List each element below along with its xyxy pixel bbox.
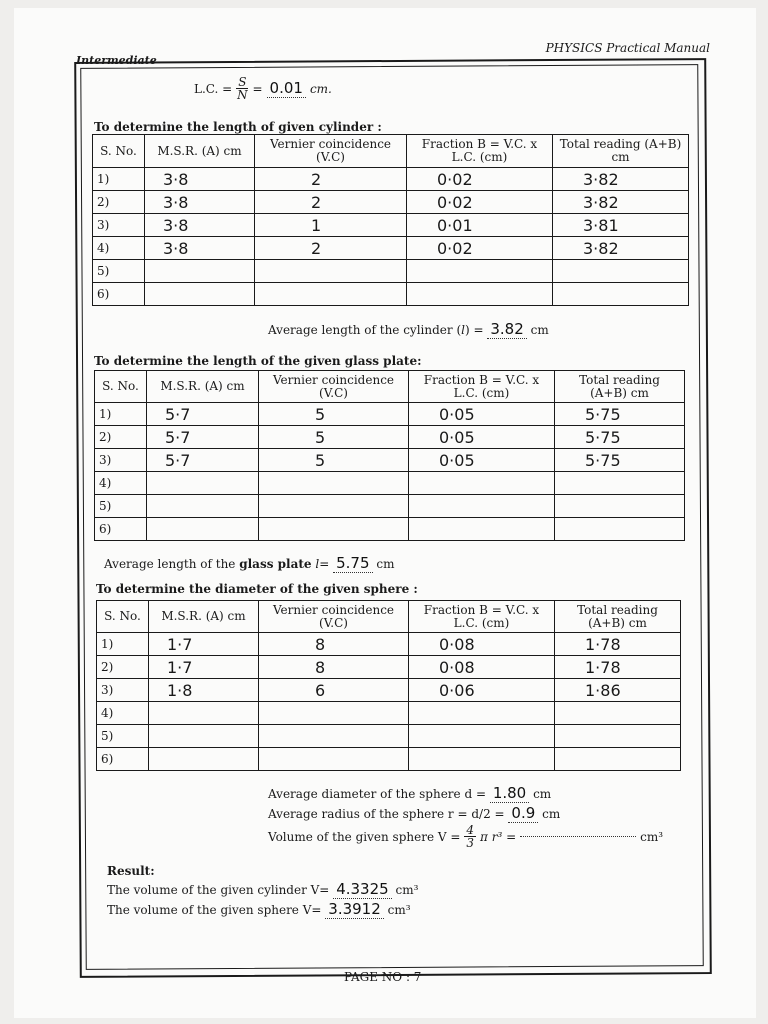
glass-plate-table: [94, 370, 685, 541]
glass-plate-average-unit: cm: [376, 557, 395, 571]
reading-cell: [555, 518, 685, 541]
reading-cell: 5·7: [147, 426, 259, 449]
column-header: Total reading (A+B) cm: [555, 371, 685, 403]
column-header: Total reading (A+B) cm: [553, 135, 689, 168]
result-cylinder: [107, 880, 418, 898]
serial-number-cell: 4): [95, 472, 147, 495]
reading-cell: [555, 725, 681, 748]
reading-cell: 0·02: [407, 191, 553, 214]
reading-cell: [147, 472, 259, 495]
reading-cell: [259, 702, 409, 725]
serial-number-cell: 6): [97, 748, 149, 771]
serial-number-cell: 3): [93, 214, 145, 237]
glass-plate-average-symbol: l=: [315, 557, 330, 571]
reading-cell: 5: [259, 426, 409, 449]
glass-plate-average-label: Average length of the: [104, 557, 236, 571]
column-header: Vernier coincidence (V.C): [259, 371, 409, 403]
least-count-unit: cm.: [309, 81, 332, 96]
cylinder-average-label: Average length of the cylinder (: [268, 323, 462, 337]
result-sphere: [107, 900, 411, 918]
reading-cell: [147, 518, 259, 541]
result-cylinder-unit: cm³: [395, 883, 419, 897]
header-title: PHYSICS Practical Manual: [545, 41, 710, 55]
reading-cell: 3·8: [145, 237, 255, 260]
cylinder-section-title: To determine the length of given cylinder :: [94, 120, 382, 134]
reading-cell: [409, 748, 555, 771]
serial-number-cell: 1): [95, 403, 147, 426]
reading-cell: 2: [255, 191, 407, 214]
reading-cell: 5·7: [147, 403, 259, 426]
least-count-numerator: S: [238, 75, 247, 89]
reading-cell: 0·06: [409, 679, 555, 702]
table-row: [95, 472, 685, 495]
reading-cell: [149, 725, 259, 748]
column-header: M.S.R. (A) cm: [147, 371, 259, 403]
table-row: [93, 237, 689, 260]
result-sphere-label: The volume of the given sphere V=: [107, 903, 322, 917]
reading-cell: [555, 748, 681, 771]
sphere-volume-fraction: [464, 824, 476, 849]
reading-cell: 5·75: [555, 403, 685, 426]
reading-cell: 0·08: [409, 656, 555, 679]
reading-cell: [145, 260, 255, 283]
table-row: [97, 679, 681, 702]
glass-plate-average-value: 5.75: [333, 554, 372, 573]
least-count-equals: =: [252, 81, 263, 96]
serial-number-cell: 6): [93, 283, 145, 306]
table-row: [95, 495, 685, 518]
column-header: Vernier coincidence (V.C): [255, 135, 407, 168]
column-header: S. No.: [95, 371, 147, 403]
least-count-fraction: [236, 76, 248, 101]
reading-cell: 0·05: [409, 449, 555, 472]
reading-cell: 0·02: [407, 168, 553, 191]
serial-number-cell: 2): [97, 656, 149, 679]
reading-cell: 6: [259, 679, 409, 702]
table-row: [93, 168, 689, 191]
table-row: [97, 656, 681, 679]
reading-cell: [409, 725, 555, 748]
cylinder-average-unit: cm: [530, 323, 549, 337]
serial-number-cell: 1): [97, 633, 149, 656]
reading-cell: 1·7: [149, 633, 259, 656]
serial-number-cell: 5): [95, 495, 147, 518]
reading-cell: [409, 495, 555, 518]
reading-cell: 5·75: [555, 426, 685, 449]
least-count-label: L.C. =: [194, 81, 233, 96]
sphere-diameter-value: 1.80: [490, 784, 529, 803]
column-header: M.S.R. (A) cm: [145, 135, 255, 168]
glass-plate-section-title: To determine the length of the given glass plate:: [94, 354, 422, 368]
sphere-section-title: To determine the diameter of the given sphere :: [96, 582, 418, 596]
reading-cell: [149, 748, 259, 771]
sphere-volume-label: Volume of the given sphere V =: [268, 829, 461, 844]
reading-cell: [145, 283, 255, 306]
column-header: Vernier coincidence (V.C): [259, 601, 409, 633]
sphere-volume-numerator: 4: [466, 823, 475, 837]
header-level: Intermediate: [76, 54, 157, 67]
reading-cell: 3·82: [553, 237, 689, 260]
reading-cell: [255, 260, 407, 283]
reading-cell: 2: [255, 237, 407, 260]
sphere-volume-expression: π r³ =: [480, 829, 517, 844]
cylinder-average: [268, 320, 549, 338]
cylinder-average-suffix: ) =: [464, 323, 484, 337]
sphere-average-radius: [268, 804, 560, 822]
reading-cell: 0·08: [409, 633, 555, 656]
glass-plate-average-bold: glass plate: [239, 557, 312, 571]
reading-cell: [553, 260, 689, 283]
sphere-volume-value: [520, 836, 636, 837]
sphere-radius-unit: cm: [542, 807, 561, 821]
reading-cell: [409, 702, 555, 725]
reading-cell: 8: [259, 656, 409, 679]
serial-number-cell: 3): [97, 679, 149, 702]
reading-cell: 3·8: [145, 168, 255, 191]
serial-number-cell: 2): [93, 191, 145, 214]
reading-cell: [407, 260, 553, 283]
serial-number-cell: 4): [93, 237, 145, 260]
cylinder-average-value: 3.82: [487, 320, 526, 339]
sphere-volume-denominator: 3: [466, 836, 475, 850]
reading-cell: 5·75: [555, 449, 685, 472]
reading-cell: 3·81: [553, 214, 689, 237]
reading-cell: 0·05: [409, 403, 555, 426]
reading-cell: 3·82: [553, 168, 689, 191]
reading-cell: [259, 725, 409, 748]
reading-cell: 5·7: [147, 449, 259, 472]
column-header: Fraction B = V.C. x L.C. (cm): [409, 371, 555, 403]
serial-number-cell: 3): [95, 449, 147, 472]
reading-cell: [259, 472, 409, 495]
column-header: Fraction B = V.C. x L.C. (cm): [409, 601, 555, 633]
reading-cell: [259, 518, 409, 541]
reading-cell: [555, 495, 685, 518]
table-row: [93, 283, 689, 306]
reading-cell: 0·02: [407, 237, 553, 260]
reading-cell: [553, 283, 689, 306]
least-count-value: 0.01: [267, 79, 306, 98]
result-cylinder-label: The volume of the given cylinder V=: [107, 883, 330, 897]
serial-number-cell: 5): [93, 260, 145, 283]
reading-cell: 3·8: [145, 191, 255, 214]
reading-cell: 1·86: [555, 679, 681, 702]
serial-number-cell: 5): [97, 725, 149, 748]
reading-cell: 1·78: [555, 656, 681, 679]
sphere-radius-value: 0.9: [508, 804, 538, 823]
serial-number-cell: 6): [95, 518, 147, 541]
table-row: [93, 191, 689, 214]
table-row: [97, 633, 681, 656]
result-sphere-value: 3.3912: [325, 900, 384, 919]
table-row: [95, 449, 685, 472]
cylinder-average-symbol: l: [461, 323, 465, 337]
reading-cell: 0·05: [409, 426, 555, 449]
reading-cell: 5: [259, 449, 409, 472]
reading-cell: 3·8: [145, 214, 255, 237]
table-row: [97, 702, 681, 725]
serial-number-cell: 1): [93, 168, 145, 191]
reading-cell: 3·82: [553, 191, 689, 214]
column-header: Fraction B = V.C. x L.C. (cm): [407, 135, 553, 168]
result-title: Result:: [107, 864, 155, 878]
reading-cell: [255, 283, 407, 306]
reading-cell: 1·7: [149, 656, 259, 679]
least-count-denominator: N: [237, 88, 248, 102]
glass-plate-average: [104, 554, 394, 572]
sphere-diameter-label: Average diameter of the sphere d =: [268, 787, 486, 801]
reading-cell: [409, 518, 555, 541]
sphere-average-diameter: [268, 784, 551, 802]
reading-cell: [409, 472, 555, 495]
reading-cell: 5: [259, 403, 409, 426]
serial-number-cell: 4): [97, 702, 149, 725]
reading-cell: [555, 472, 685, 495]
reading-cell: 2: [255, 168, 407, 191]
sphere-diameter-unit: cm: [533, 787, 552, 801]
reading-cell: [149, 702, 259, 725]
sphere-volume-unit: cm³: [640, 829, 664, 844]
sphere-table: [96, 600, 681, 771]
reading-cell: [147, 495, 259, 518]
result-cylinder-value: 4.3325: [333, 880, 392, 899]
sphere-volume-formula: [268, 824, 663, 849]
table-row: [95, 426, 685, 449]
reading-cell: 8: [259, 633, 409, 656]
reading-cell: 1·8: [149, 679, 259, 702]
sphere-radius-label: Average radius of the sphere r = d/2 =: [268, 807, 505, 821]
reading-cell: [407, 283, 553, 306]
result-sphere-unit: cm³: [387, 903, 411, 917]
table-row: [95, 403, 685, 426]
page-number: PAGE NO : 7: [344, 970, 422, 984]
reading-cell: [259, 748, 409, 771]
reading-cell: 1·78: [555, 633, 681, 656]
column-header: S. No.: [97, 601, 149, 633]
column-header: Total reading (A+B) cm: [555, 601, 681, 633]
table-row: [97, 725, 681, 748]
reading-cell: 0·01: [407, 214, 553, 237]
reading-cell: [555, 702, 681, 725]
reading-cell: [259, 495, 409, 518]
table-row: [97, 748, 681, 771]
least-count-formula: [194, 76, 332, 101]
column-header: M.S.R. (A) cm: [149, 601, 259, 633]
table-row: [93, 260, 689, 283]
reading-cell: 1: [255, 214, 407, 237]
table-row: [95, 518, 685, 541]
cylinder-table: [92, 134, 689, 306]
column-header: S. No.: [93, 135, 145, 168]
serial-number-cell: 2): [95, 426, 147, 449]
table-row: [93, 214, 689, 237]
